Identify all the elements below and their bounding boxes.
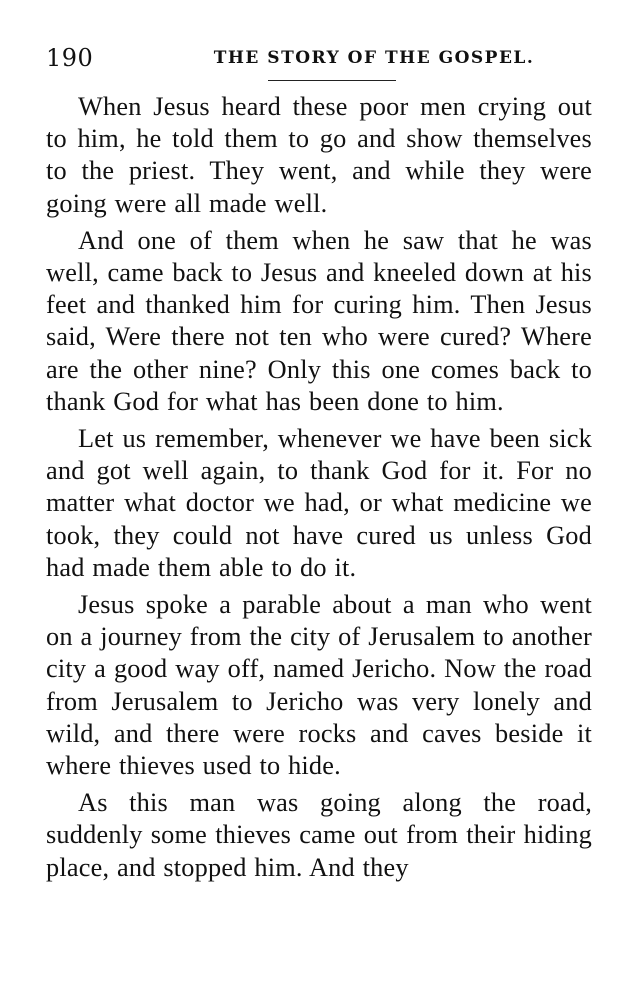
running-title: THE STORY OF THE GOSPEL. <box>213 48 535 68</box>
header-rule <box>268 80 396 81</box>
running-head <box>46 40 592 76</box>
paragraph-1: When Jesus heard these poor men crying out to him, he told them to go and show themselves to the priest. They went, and while they were going were all made well. <box>46 92 592 218</box>
paragraph-3: Let us remember, whenever we have been sick and got well again, to thank God for it. For no matter what doctor we had, or what medicine we took, they could not have cured us unless God had made them able to do it. <box>46 424 592 582</box>
page-number: 190 <box>46 44 94 72</box>
paragraph-2: And one of them when he saw that he was well, came back to Jesus and kneeled down at his feet and thanked him for curing him. Then Jesus said, Were there not ten who were cured? Where are the other nine? Only this one comes back to thank God for what has been done to him. <box>46 225 592 416</box>
paragraph-4: Jesus spoke a parable about a man who went on a journey from the city of Jerusalem to another city a good way off, named Jericho. Now the road from Jerusalem to Jericho was very lonely and wild, and there were rocks and caves beside it where thieves used to hide. <box>46 590 592 781</box>
page-body <box>46 91 592 884</box>
paragraph-5: As this man was going along the road, suddenly some thieves came out from their hiding place, and stopped him. And they <box>46 788 592 882</box>
